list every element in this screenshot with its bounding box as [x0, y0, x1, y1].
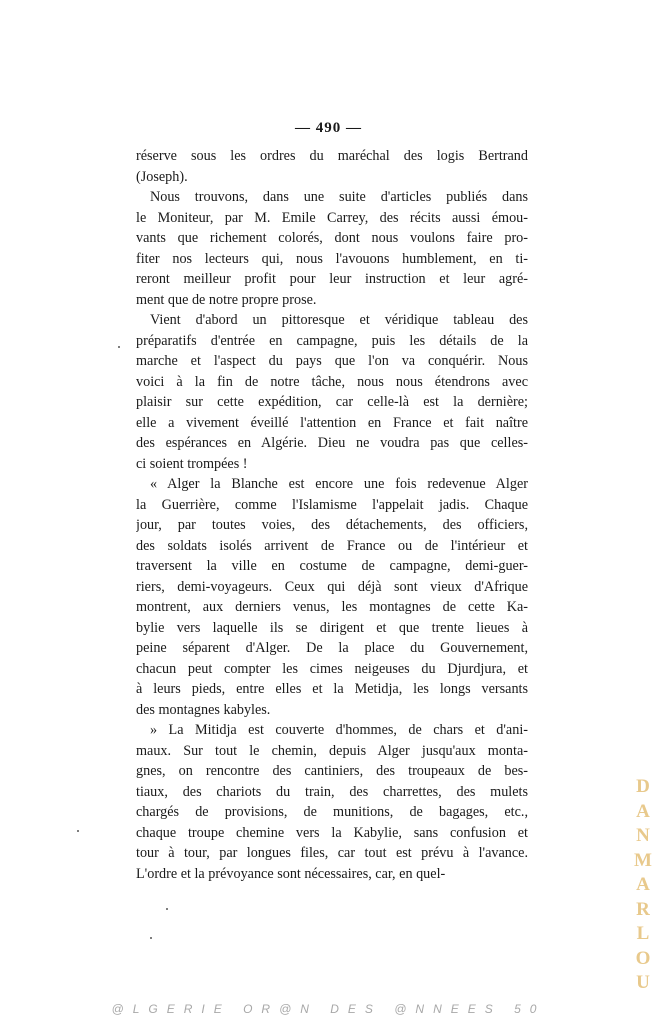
- text-line: riers, demi-voyageurs. Ceux qui déjà sont vieux d'Afrique: [136, 578, 528, 595]
- scan-speck: [150, 937, 152, 939]
- scan-speck: [77, 830, 79, 832]
- text-line: chargés de provisions, de munitions, de bagages, etc.,: [136, 804, 528, 820]
- text-line: marche et l'aspect du pays que l'on va conquérir. Nous: [136, 353, 528, 369]
- text-line: reront meilleur profit pour leur instruction et leur agré-: [136, 271, 528, 287]
- text-line: peine séparent d'Alger. De la place du Gouvernement,: [136, 640, 528, 656]
- text-line: chacun peut compter les cimes neigeuses du Djurdjura, et: [136, 660, 528, 677]
- text-line: jour, par toutes voies, des détachements, des officiers,: [136, 517, 528, 533]
- text-line: tiaux, des chariots du train, des charrettes, des mulets: [136, 783, 528, 800]
- text-line: gnes, on rencontre des cantiniers, des troupeaux de bes-: [136, 763, 528, 779]
- text-line: vants que richement colorés, dont nous voulons faire pro-: [136, 230, 528, 246]
- text-line: chaque troupe chemine vers la Kabylie, sans confusion et: [136, 824, 528, 841]
- text-line: ment que de notre propre prose.: [136, 291, 317, 308]
- text-line: tour à tour, par longues files, car tout est prévu à l'avance.: [136, 845, 528, 861]
- text-line: Nous trouvons, dans une suite d'articles publiés dans: [150, 189, 528, 205]
- text-line: ci soient trompées !: [136, 455, 248, 472]
- scan-speck: [166, 908, 168, 910]
- text-line: L'ordre et la prévoyance sont nécessaires, car, en quel-: [136, 865, 446, 882]
- text-line: » La Mitidja est couverte d'hommes, de chars et d'ani-: [150, 722, 528, 738]
- text-line: elle a vivement éveillé l'attention en France et fait naître: [136, 414, 528, 431]
- text-line: le Moniteur, par M. Emile Carrey, des récits aussi émou-: [136, 209, 528, 226]
- text-line: (Joseph).: [136, 168, 188, 185]
- text-line: préparatifs d'entrée en campagne, puis les détails de la: [136, 332, 528, 349]
- text-line: montrent, aux derniers venus, les montagnes de cette Ka-: [136, 599, 528, 615]
- side-watermark: [633, 775, 653, 996]
- text-line: bylie vers laquelle ils se dirigent et que trente lieues à: [136, 619, 528, 636]
- text-line: fiter nos lecteurs qui, nous l'avouons humblement, en ti-: [136, 250, 528, 267]
- text-line: la Guerrière, comme l'Islamisme l'appelait jadis. Chaque: [136, 496, 528, 513]
- text-line: à leurs pieds, entre elles et la Metidja, les longs versants: [136, 681, 528, 697]
- text-line: des soldats isolés arrivent de France ou de l'intérieur et: [136, 537, 528, 554]
- text-block: [136, 146, 528, 884]
- text-line: maux. Sur tout le chemin, depuis Alger jusqu'aux monta-: [136, 742, 528, 759]
- text-line: Vient d'abord un pittoresque et véridique tableau des: [150, 312, 528, 328]
- page-number: — 490 —: [295, 120, 362, 136]
- text-line: voici à la fin de notre tâche, nous nous étendrons avec: [136, 373, 528, 390]
- text-line: des espérances en Algérie. Dieu ne voudra pas que celles-: [136, 435, 528, 451]
- side-watermark-text: D A N M A R L O U: [634, 776, 652, 993]
- text-line: réserve sous les ordres du maréchal des logis Bertrand: [136, 148, 528, 164]
- text-line: « Alger la Blanche est encore une fois redevenue Alger: [150, 476, 528, 492]
- text-line: plaisir sur cette expédition, car celle-là est la dernière;: [136, 394, 528, 410]
- scan-speck: [118, 346, 120, 348]
- text-line: des montagnes kabyles.: [136, 701, 271, 718]
- bottom-watermark: @LGERIE OR@N DES @NNEES 50: [111, 1002, 546, 1016]
- text-line: traversent la ville en costume de campagne, demi-guer-: [136, 558, 528, 574]
